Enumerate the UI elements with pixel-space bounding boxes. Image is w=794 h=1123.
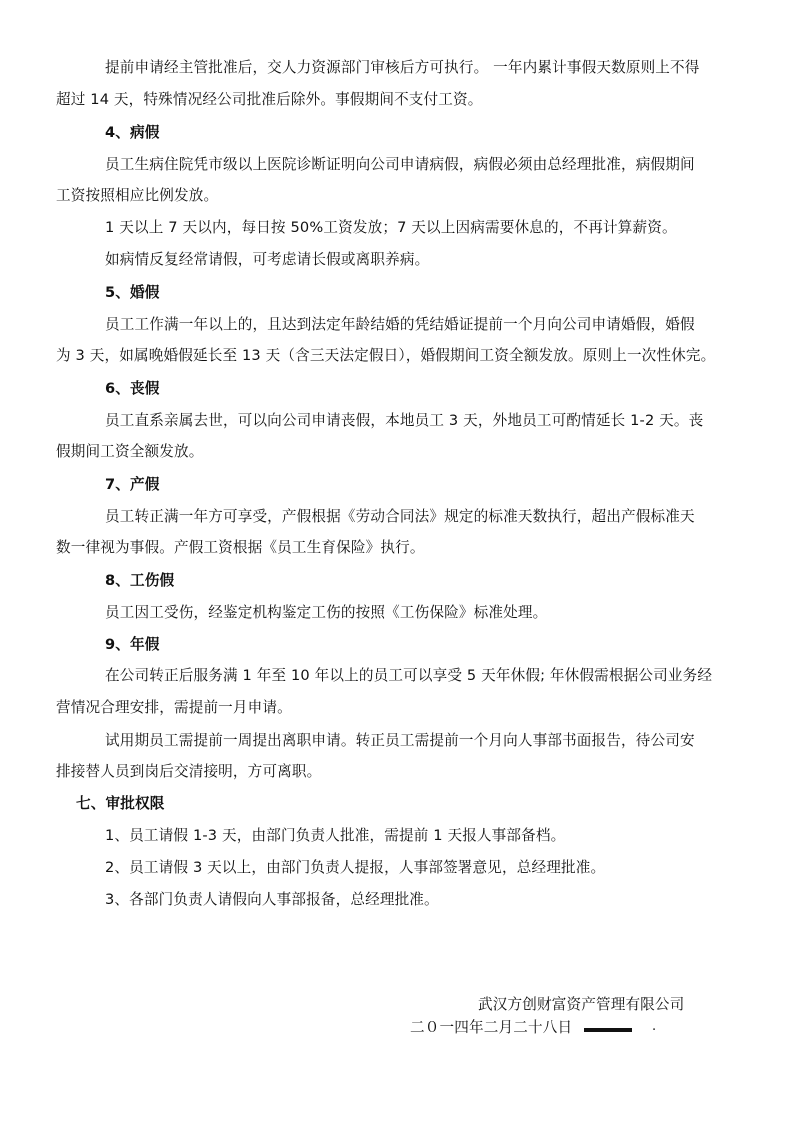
list-item: 3、各部门负责人请假向人事部报备，总经理批准。 [105,891,439,908]
paragraph-line: 超过 14 天，特殊情况经公司批准后除外。事假期间不支付工资。 [56,91,483,108]
section-heading: 6、丧假 [105,380,160,397]
paragraph-line: 如病情反复经常请假，可考虑请长假或离职养病。 [105,251,430,268]
paragraph-line: 工资按照相应比例发放。 [56,187,219,204]
section-heading: 8、工伤假 [105,572,175,589]
paragraph-line: 数一律视为事假。产假工资根据《员工生育保险》执行。 [56,539,425,556]
section-heading: 5、婚假 [105,284,160,301]
list-item: 2、员工请假 3 天以上，由部门负责人提报，人事部签署意见，总经理批准。 [105,859,606,876]
section-heading: 4、病假 [105,124,160,141]
paragraph-line: 员工工作满一年以上的，且达到法定年龄结婚的凭结婚证提前一个月向公司申请婚假，婚假 [105,316,695,333]
paragraph-line: 试用期员工需提前一周提出离职申请。转正员工需提前一个月向人事部书面报告，待公司安 [105,732,695,749]
paragraph-line: 假期间工资全额发放。 [56,443,204,460]
paragraph-line: 员工转正满一年方可享受，产假根据《劳动合同法》规定的标准天数执行，超出产假标准天 [105,508,695,525]
list-item: 1、员工请假 1-3 天，由部门负责人批准，需提前 1 天报人事部备档。 [105,827,566,844]
trailing-mark: . [652,1019,657,1034]
paragraph-line: 员工因工受伤，经鉴定机构鉴定工伤的按照《工伤保险》标准处理。 [105,604,548,621]
paragraph-line: 员工生病住院凭市级以上医院诊断证明向公司申请病假，病假必须由总经理批准，病假期间 [105,156,695,173]
paragraph-line: 排接替人员到岗后交清接明，方可离职。 [56,763,322,780]
section-heading: 9、年假 [105,636,160,653]
paragraph-line: 提前申请经主管批准后，交人力资源部门审核后方可执行。 一年内累计事假天数原则上不得 [105,59,700,76]
paragraph-line: 为 3 天，如属晚婚假延长至 13 天（含三天法定假日），婚假期间工资全额发放。原则上一次性休完。 [56,347,716,364]
paragraph-line: 1 天以上 7 天以内，每日按 50%工资发放；7 天以上因病需要休息的，不再计算薪资。 [105,219,677,236]
signature-date: 二０一四年二月二十八日 [410,1019,573,1036]
section-heading: 七、审批权限 [76,795,165,812]
section-heading: 7、产假 [105,476,160,493]
paragraph-line: 员工直系亲属去世，可以向公司申请丧假，本地员工 3 天，外地员工可酌情延长 1-2 天。丧 [105,412,704,429]
redaction-bar [584,1028,632,1032]
paragraph-line: 在公司转正后服务满 1 年至 10 年以上的员工可以享受 5 天年休假; 年休假需根据公司业务经 [105,667,713,684]
paragraph-line: 营情况合理安排，需提前一月申请。 [56,699,292,716]
company-name: 武汉方创财富资产管理有限公司 [478,996,685,1013]
